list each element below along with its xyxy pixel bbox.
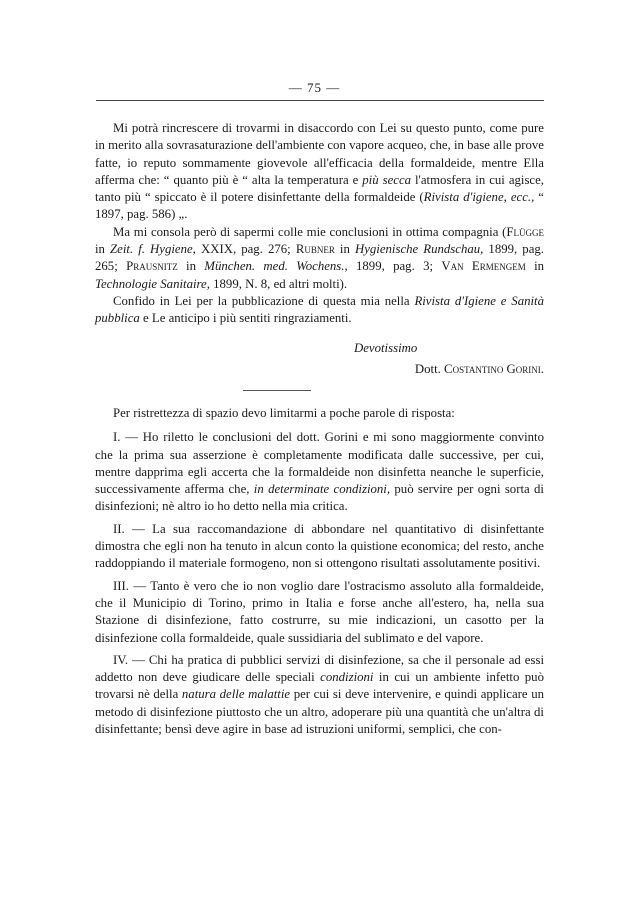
reply-point-4 (95, 652, 544, 738)
text-run: 1899, pag. 265; (95, 242, 544, 274)
text-run: in (334, 242, 355, 257)
text-run: “ 1897, pag. 586) „. (95, 190, 544, 222)
section-divider (243, 390, 311, 391)
text-run: Mi potrà rincrescere di trovarmi in disaccordo con Lei su questo punto, come pure in merito alla sovrasaturazione dell'ambiente con vapore acqueo, che, in base alle prove fatte, io reputo sommamente giovevole all'efficacia della formaldeide, mentre Ella afferma che: “ quanto più è “ alta la temperatura e (95, 121, 544, 187)
text-run: l'atmosfera in cui agisce, tanto più “ spiccato è il potere disinfettante della formaldeide ( (95, 172, 544, 205)
emphasis: natura delle malattie (181, 687, 291, 702)
text-run: in (177, 259, 205, 274)
text-run: può servire per ogni sorta di disinfezioni; nè altro io ho detto nella mia critica. (95, 482, 544, 514)
text-run: in (95, 242, 111, 257)
reply-point-1 (95, 429, 544, 515)
citation-title: Technologie Sanitaire, (95, 276, 210, 291)
text-run: in (525, 259, 545, 274)
letter-paragraph-3 (95, 293, 544, 328)
signature-title: Dott. (414, 362, 445, 377)
reply-point-2: II. — La sua raccomandazione di abbondare nel quantitativo di disinfettante dimostra che egli non ha tenuto in alcun conto la quistione economica; del resto, anche raddoppiando il materiale formogeno, non si ottengono risultati assolutamente positivi. (95, 521, 544, 571)
author-name: Flügge (506, 224, 544, 239)
author-name: Rubner (295, 242, 335, 257)
citation-title: Zeit. f. Hygiene, (110, 242, 196, 257)
text-run: IV. — Chi ha pratica di pubblici servizi di disinfezione, sa che il personale ad essi addetto non deve giudicare delle speciali (95, 652, 544, 685)
signature-line (300, 361, 544, 378)
journal-title: Rivista d'Igiene e Sanità pubblica (95, 293, 544, 326)
letter-paragraph-1 (95, 120, 544, 224)
page-number: — 75 — (288, 80, 341, 95)
text-run: 1899, pag. 3; (347, 259, 442, 274)
text-run: Ma mi consola però di sapermi colle mie conclusioni in ottima compagnia ( (113, 224, 507, 239)
emphasis: condizioni (320, 670, 374, 685)
citation-title: Rivista d'igiene, ecc., (423, 190, 535, 205)
letter-paragraph-2 (95, 224, 544, 293)
text-run: I. — Ho riletto le conclusioni del dott. Gorini e mi sono maggiormente convinto che la prima sua asserzione è completamente modificata dalle successive, per cui, mentre dapprima egli accerta che la formaldeide non disinfetta neanche le superficie, successivamente afferma che, (95, 430, 544, 497)
text-run: XXIX, pag. 276; (195, 242, 296, 257)
text-run: Confido in Lei per la pubblicazione di questa mia nella (113, 293, 415, 308)
emphasis: in determinate condizioni, (253, 482, 391, 497)
citation-title: München. med. Wochens., (204, 259, 348, 274)
citation-title: Hygienische Rundschau, (354, 242, 484, 257)
author-name: Prausnitz (126, 259, 178, 274)
letter-body (95, 120, 544, 328)
closing: Devotissimo (354, 341, 418, 355)
header-rule (96, 100, 544, 101)
reply-intro: Per ristrettezza di spazio devo limitarmi a poche parole di risposta: (113, 406, 455, 420)
signature-name: Costantino Gorini. (444, 362, 544, 377)
reply-body (95, 405, 544, 743)
emphasis: più secca (362, 172, 412, 187)
signature-block (300, 340, 544, 379)
text-run: 1899, N. 8, ed altri molti). (209, 276, 348, 291)
reply-point-3: III. — Tanto è vero che io non voglio dare l'ostracismo assoluto alla formaldeide, che il Municipio di Torino, primo in Italia e forse anche all'estero, ha, nella sua Stazione di disinfezione, fatto costrurre, su mie indicazioni, un casotto per la disinfezione colla formaldeide, quale sussidiaria del sublimato e del vapore. (95, 578, 544, 645)
author-name: Van Ermengem (441, 259, 526, 274)
text-run: in cui un ambiente infetto può trovarsi nè della (95, 670, 544, 702)
text-run: per cui si deve intervenire, e quindi applicare un metodo di disinfezione piuttosto che un altro, adoperare più una quantità che un'altra di disinfettante; bensì deve agire in base ad istruzioni uniformi, semplici, che con- (95, 687, 545, 737)
text-run: e Le anticipo i più sentiti ringraziamenti. (139, 311, 352, 326)
